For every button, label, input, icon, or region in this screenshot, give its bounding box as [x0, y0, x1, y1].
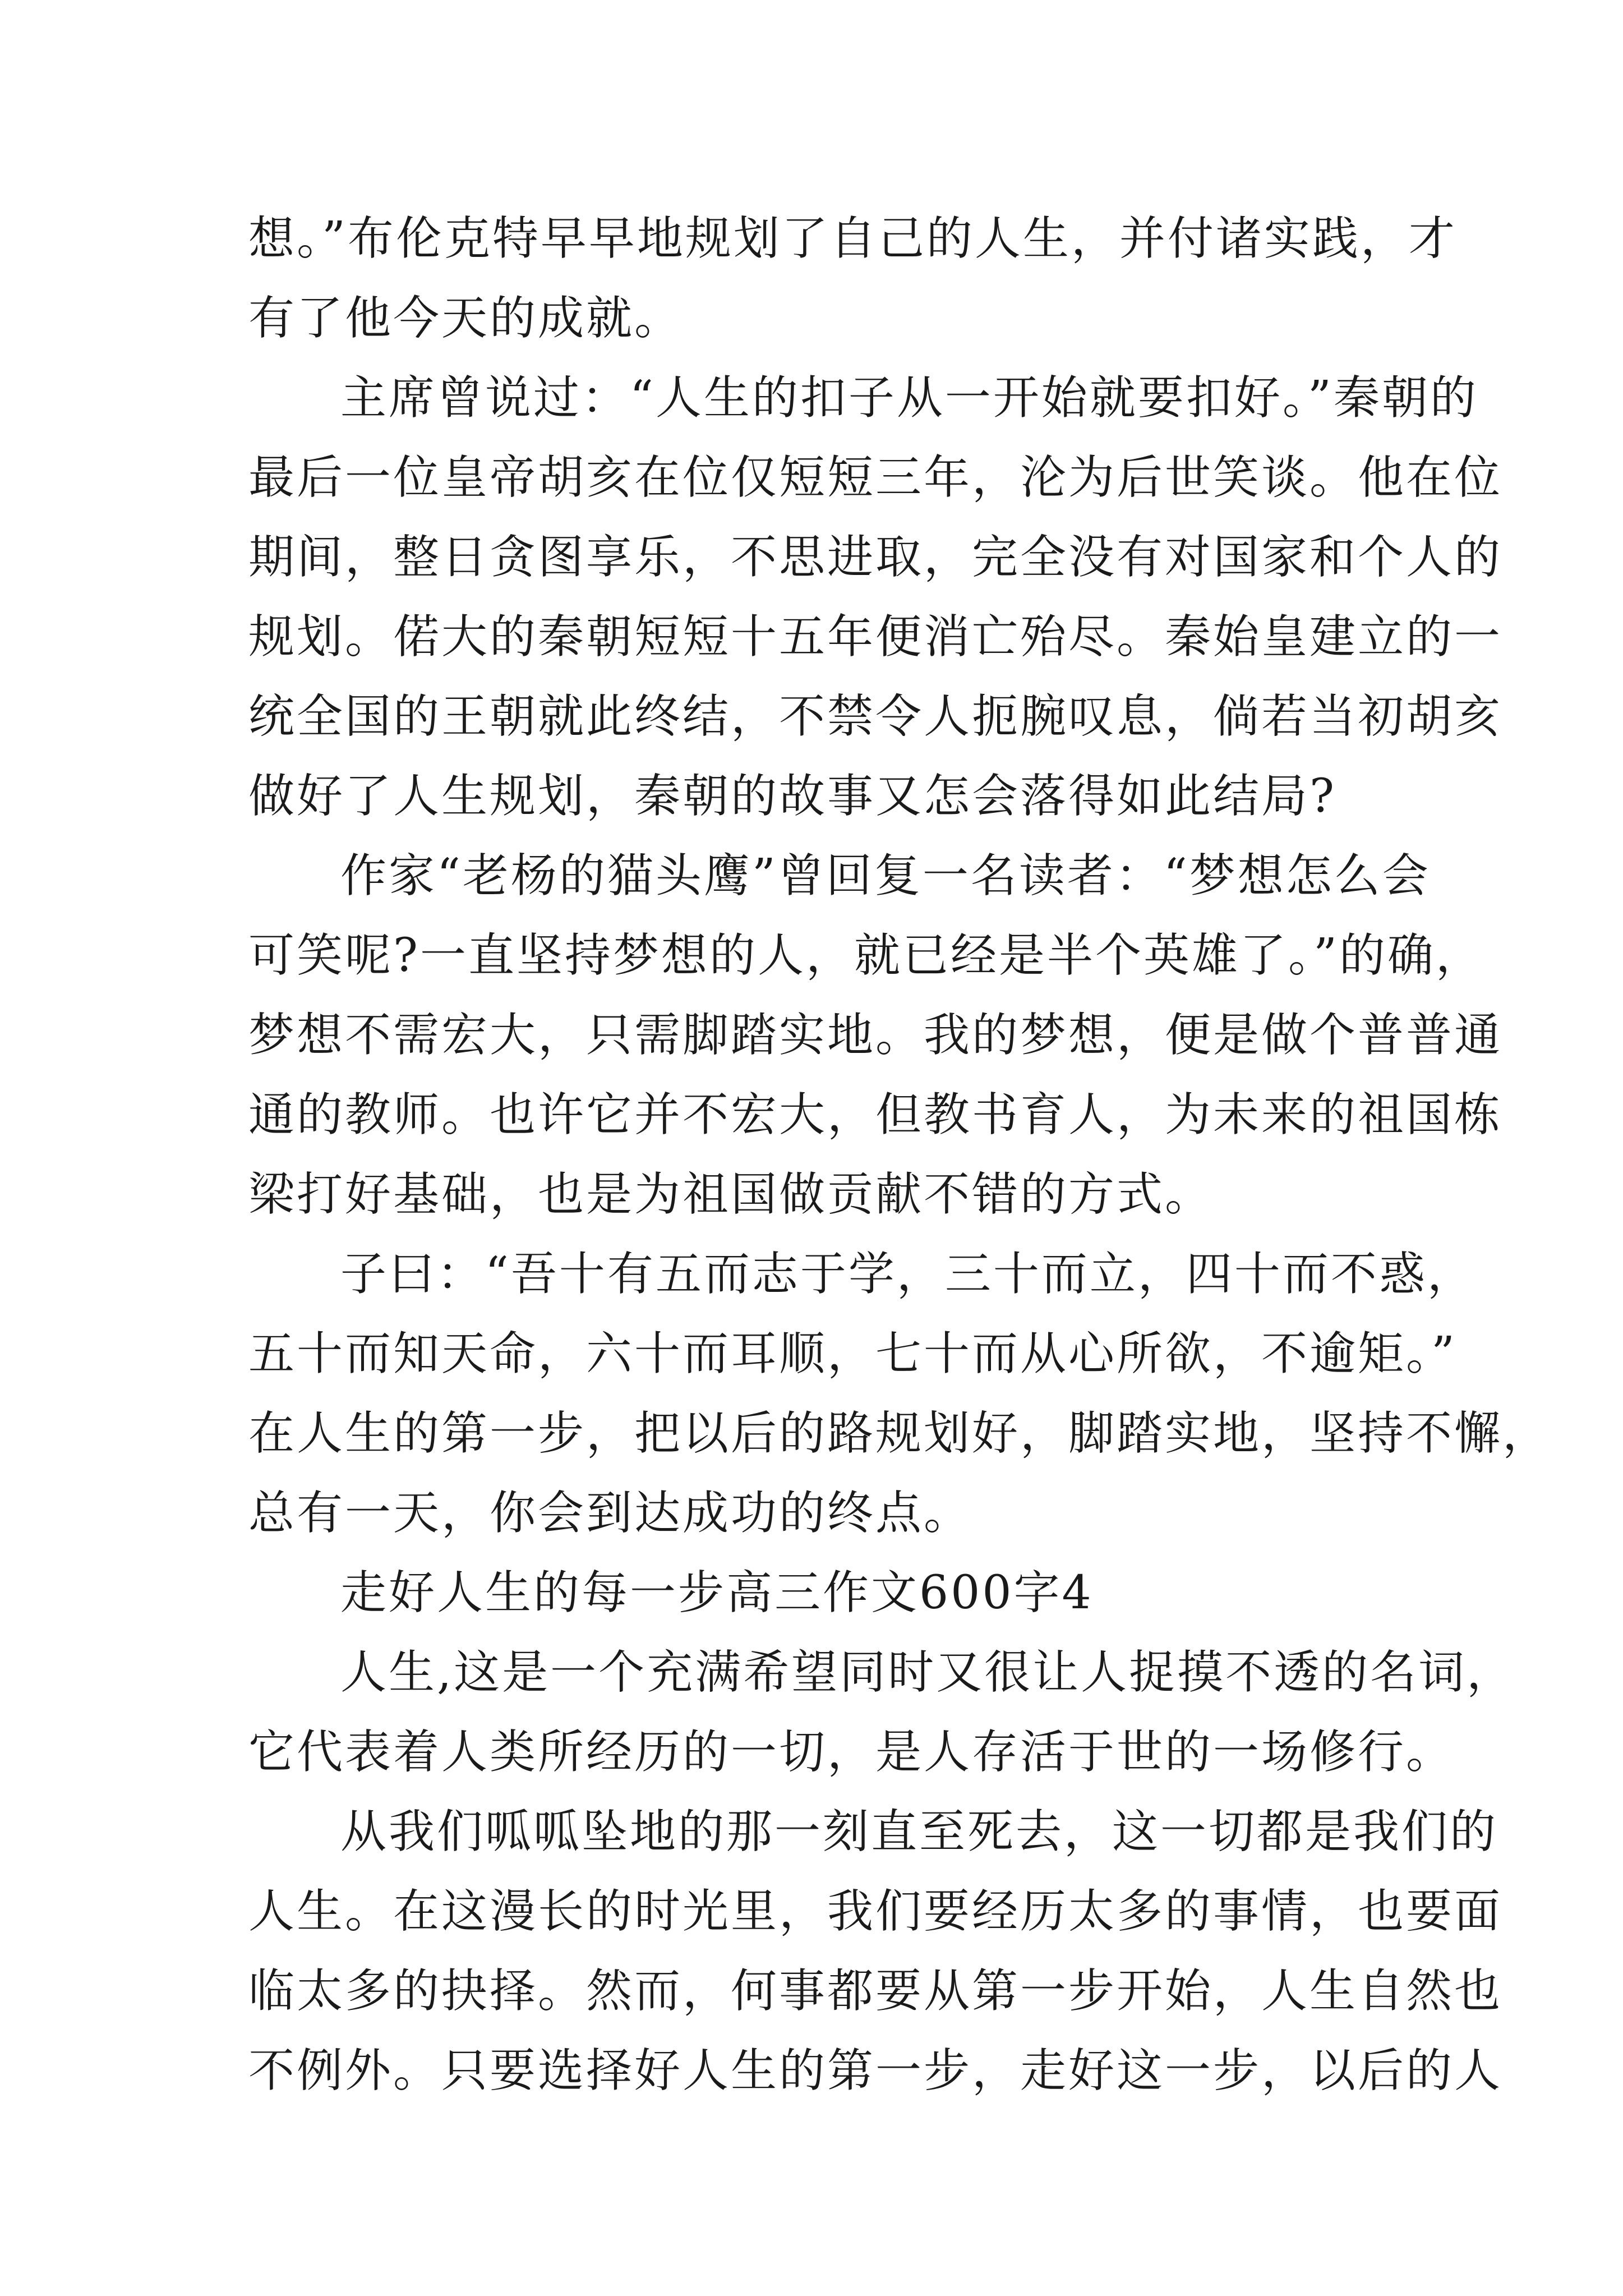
- text-line: 在人生的第一步，把以后的路规划好，脚踏实地，坚持不懈，: [248, 1407, 1551, 1460]
- text-line: 想。”布伦克特早早地规划了自己的人生，并付诸实践，才: [248, 212, 1457, 265]
- text-line: 它代表着人类所经历的一切，是人存活于世的一场修行。: [248, 1726, 1455, 1779]
- paragraph-start-line: 作家“老杨的猫头鹰”曾回复一名读者：“梦想怎么会: [340, 849, 1431, 903]
- essay-body: [248, 199, 1551, 2111]
- text-line: 梁打好基础，也是为祖国做贡献不错的方式。: [248, 1168, 1214, 1221]
- text-line: 五十而知天命，六十而耳顺，七十而从心所欲，不逾矩。”: [248, 1327, 1457, 1381]
- paragraph-start-line: 主席曾说过：“人生的扣子从一开始就要扣好。”秦朝的: [340, 371, 1478, 425]
- text-line: 期间，整日贪图享乐，不思进取，完全没有对国家和个人的: [248, 531, 1503, 584]
- section-heading: 走好人生的每一步高三作文600字4: [340, 1566, 1094, 1619]
- text-line: 最后一位皇帝胡亥在位仅短短三年，沦为后世笑谈。他在位: [248, 451, 1503, 504]
- text-line: 通的教师。也许它并不宏大，但教书育人，为未来的祖国栋: [248, 1088, 1503, 1142]
- text-line: 统全国的王朝就此终结，不禁令人扼腕叹息，倘若当初胡亥: [248, 690, 1503, 743]
- text-line: 可笑呢?一直坚持梦想的人，就已经是半个英雄了。”的确，: [248, 929, 1484, 982]
- text-line: 梦想不需宏大，只需脚踏实地。我的梦想，便是做个普普通: [248, 1009, 1503, 1062]
- paragraph-start-line: 人生,这是一个充满希望同时又很让人捉摸不透的名词，: [340, 1646, 1515, 1699]
- text-line: 有了他今天的成就。: [248, 292, 683, 345]
- paragraph-start-line: 子曰：“吾十有五而志于学，三十而立，四十而不惑，: [340, 1248, 1476, 1301]
- text-line: 做好了人生规划，秦朝的故事又怎会落得如此结局?: [248, 770, 1336, 823]
- text-line: 不例外。只要选择好人生的第一步，走好这一步，以后的人: [248, 2044, 1503, 2097]
- paragraph-start-line: 从我们呱呱坠地的那一刻直至死去，这一切都是我们的: [340, 1805, 1498, 1858]
- text-line: 临太多的抉择。然而，何事都要从第一步开始，人生自然也: [248, 1964, 1503, 2018]
- text-line: 规划。偌大的秦朝短短十五年便消亡殆尽。秦始皇建立的一: [248, 610, 1503, 664]
- text-line: 总有一天，你会到达成功的终点。: [248, 1487, 972, 1540]
- text-line: 人生。在这漫长的时光里，我们要经历太多的事情，也要面: [248, 1885, 1503, 1938]
